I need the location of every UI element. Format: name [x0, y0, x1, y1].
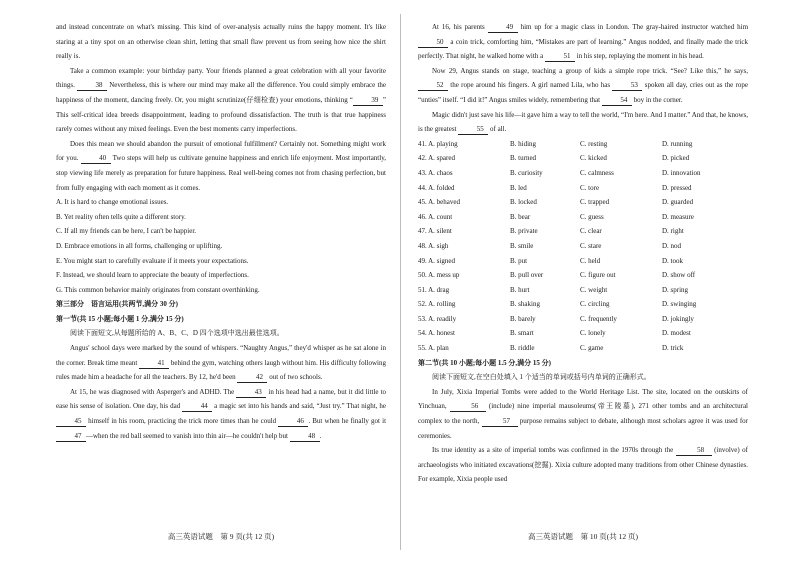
choice-option[interactable]: D. nod — [662, 241, 682, 250]
grammar-paragraph-1: In July, Xixia Imperial Tombs were added to the World Heritage List. The site, located on the outskirts of Yinchuan, 56 (include) nine imperial mausoleums(帝王陵墓), 271 other tombs and an architectural complex to the north, 57 purpose remains subject to debate, although most scholars agree it was used for ceremonies. — [418, 387, 749, 440]
choice-option[interactable]: D. pressed — [662, 183, 692, 192]
option-f: F. Instead, we should learn to appreciate the beauty of imperfections. — [56, 271, 249, 280]
choice-option[interactable]: C. figure out — [580, 271, 616, 280]
choice-option[interactable]: C. trapped — [580, 198, 610, 207]
choice-row — [418, 297, 748, 312]
intro-line: and instead concentrate on what's missing. This kind of over-analysis actually ruins the — [56, 23, 314, 31]
choice-option[interactable]: B. turned — [510, 154, 537, 163]
choice-row — [418, 268, 748, 283]
choice-option-a[interactable]: 41. A. playing — [418, 139, 458, 148]
choice-row — [418, 195, 748, 210]
choice-option-a[interactable]: 55. A. plan — [418, 344, 449, 353]
choice-option[interactable]: B. led — [510, 183, 527, 192]
choice-option[interactable]: D. spring — [662, 285, 689, 294]
choice-option-a[interactable]: 44. A. folded — [418, 183, 455, 192]
blank-39[interactable]: 39 — [353, 95, 383, 106]
blank-44[interactable]: 44 — [182, 401, 212, 412]
choice-option[interactable]: C. kicked — [580, 154, 607, 163]
choice-option-a[interactable]: 48. A. sigh — [418, 241, 449, 250]
subsection-title: 第一节(共 15 小题;每小题 1 分,满分 15 分) — [56, 314, 184, 323]
choice-option-a[interactable]: 46. A. count — [418, 212, 453, 221]
choice-option-a[interactable]: 47. A. silent — [418, 227, 452, 236]
blank-46[interactable]: 46 — [278, 416, 308, 427]
choice-option-a[interactable]: 43. A. chaos — [418, 168, 453, 177]
choice-option-a[interactable]: 52. A. rolling — [418, 300, 456, 309]
choice-option-a[interactable]: 51. A. drag — [418, 285, 450, 294]
choice-option[interactable]: B. pull over — [510, 271, 544, 280]
choice-option-a[interactable]: 50. A. mess up — [418, 271, 460, 280]
choice-row — [418, 224, 748, 239]
subsection2-title: 第二节(共 10 小题;每小题 1.5 分,满分 15 分) — [418, 358, 551, 367]
choice-table — [418, 137, 748, 356]
blank-43[interactable]: 43 — [236, 387, 266, 398]
left-text-block — [56, 20, 386, 443]
blank-49[interactable]: 49 — [488, 22, 518, 33]
page-right — [418, 0, 748, 562]
choice-option[interactable]: B. riddle — [510, 344, 535, 353]
choice-option[interactable]: C. guess — [580, 212, 604, 221]
choice-option[interactable]: B. locked — [510, 198, 537, 207]
choice-option[interactable]: D. picked — [662, 154, 690, 163]
option-d: D. Embrace emotions in all forms, challenging or uplifting. — [56, 241, 223, 250]
page-footer-left: 高三英语试题 第 9 页(共 12 页) — [167, 532, 275, 541]
choice-row — [418, 181, 748, 196]
blank-41[interactable]: 41 — [139, 358, 169, 369]
cloze-paragraph-3: At 16, his parents 49 him up for a magic class in London. The gray-haired instructor watched him 50 a coin trick, comforting him, “Mistakes are part of learning.” Angus nodded, and finally made the trick perfectly. That night, he walked home with a 51 in his step, replaying the moment in his head. — [418, 23, 749, 61]
choice-row — [418, 151, 748, 166]
choice-option[interactable]: C. held — [580, 256, 601, 265]
blank-53[interactable]: 53 — [612, 80, 642, 91]
choice-option[interactable]: D. guarded — [662, 198, 694, 207]
choice-row — [418, 341, 748, 356]
choice-row — [418, 312, 748, 327]
choice-option[interactable]: B. barely — [510, 314, 536, 323]
grammar-paragraph-2: Its true identity as a site of imperial tombs was confirmed in the 1970s through the 58 (involve) of archaeologists who initiated excavations(挖掘). Xixia culture adopted many traditions from other Chinese dynasties. For example, Xixia people used — [418, 446, 748, 484]
choice-option[interactable]: D. trick — [662, 344, 684, 353]
option-c: C. If all my friends can be here, I can't be happier. — [56, 227, 197, 236]
section-title: 第三部分 语言运用(共两节,满分 30 分) — [56, 300, 178, 309]
page-left — [56, 0, 386, 562]
blank-58[interactable]: 58 — [676, 445, 712, 456]
blank-48[interactable]: 48 — [290, 431, 320, 442]
cloze-paragraph-2: At 15, he was diagnosed with Asperger's and ADHD. The 43 in his head had a name, but it did little to ease his sense of isolation. One day, his dad 44 a magic set into his hands and said, “Just try.” That night, he 45 himself in his room, practicing the trick more times than he could 46 . But when he finally got it 47 —when the red ball seemed to vanish into thin air—he couldn't help but 48 . — [56, 387, 387, 440]
intro-line: small flaw prevent us from seeing how nice the shirt really is. — [56, 37, 386, 61]
choice-option[interactable]: D. jokingly — [662, 314, 694, 323]
choice-option[interactable]: B. smile — [510, 241, 534, 250]
choice-row — [418, 254, 748, 269]
choice-option[interactable]: D. took — [662, 256, 683, 265]
choice-option[interactable]: B. shaking — [510, 300, 540, 309]
choice-option[interactable]: D. show off — [662, 271, 696, 280]
blank-40[interactable]: 40 — [81, 153, 111, 164]
intro-paragraph — [56, 20, 386, 64]
intro-line: happy moment. It's like staring at a tiny spot on an otherwise clean shirt, letting that — [56, 23, 387, 46]
paragraph-birthday: Take a common example: your birthday party. Your friends planned a great celebration with all your favorite things. 38 Nevertheless, this is where our mind may make all the difference. You could simply embrace the happiness of the moment, dancing freely. Or, you might scrutinize(仔细检查) your emotions, thinking “ 39 ” This self-critical idea breeds disappointment, leading to profound dissatisfaction. The truth is that true happiness rarely comes without any mixed feelings. Even the best moments carry imperfections. — [56, 66, 386, 134]
choice-option-a[interactable]: 45. A. behaved — [418, 198, 460, 207]
choice-option[interactable]: B. put — [510, 256, 528, 265]
choice-option[interactable]: B. bear — [510, 212, 531, 221]
choice-row — [418, 326, 748, 341]
option-b: B. Yet reality often tells quite a different story. — [56, 212, 186, 221]
choice-option[interactable]: B. curiosity — [510, 168, 543, 177]
choice-row — [418, 239, 748, 254]
choice-option[interactable]: C. clear — [580, 227, 602, 236]
blank-47[interactable]: 47 — [56, 431, 86, 442]
option-g: G. This common behavior mainly originates from constant overthinking. — [56, 285, 260, 294]
option-e: E. You might start to carefully evaluate if it meets your expectations. — [56, 256, 249, 265]
blank-56[interactable]: 56 — [450, 401, 486, 412]
blank-50[interactable]: 50 — [418, 37, 448, 48]
blank-42[interactable]: 42 — [237, 372, 267, 383]
choice-option[interactable]: C. frequently — [580, 314, 617, 323]
choice-option-a[interactable]: 54. A. honest — [418, 329, 455, 338]
choice-option[interactable]: C. tore — [580, 183, 600, 192]
choice-option[interactable]: D. innovation — [662, 168, 701, 177]
blank-45[interactable]: 45 — [56, 416, 86, 427]
choice-option[interactable]: C. lonely — [580, 329, 606, 338]
blank-51[interactable]: 51 — [545, 51, 575, 62]
column-divider — [400, 14, 401, 550]
instruction: 阅读下面短文,从每题所给的 A、B、C、D 四个选项中选出最佳选项。 — [70, 329, 284, 338]
choice-option[interactable]: B. private — [510, 227, 538, 236]
choice-row — [418, 166, 748, 181]
choice-row — [418, 283, 748, 298]
choice-option[interactable]: D. swinging — [662, 300, 697, 309]
choice-option-a[interactable]: 49. A. signed — [418, 256, 455, 265]
choice-row — [418, 210, 748, 225]
instruction2: 阅读下面短文,在空白处填入 1 个适当的单词或括号内单词的正确形式。 — [432, 373, 651, 382]
choice-option-a[interactable]: 42. A. spared — [418, 154, 455, 163]
choice-option[interactable]: D. measure — [662, 212, 694, 221]
blank-52[interactable]: 52 — [418, 80, 448, 91]
cloze-paragraph-4: Now 29, Angus stands on stage, teaching a group of kids a simple rope trick. “See? Like this,” he says, 52 the rope around his fingers. A girl named Lila, who has 53 spoken all day, cries out as the rope “unties” itself. “I did it!” Angus smiles widely, remembering that 54 boy in the corner. — [418, 66, 749, 104]
choice-option[interactable]: D. modest — [662, 329, 691, 338]
choice-option[interactable]: D. running — [662, 139, 693, 148]
choice-option[interactable]: C. circling — [580, 300, 610, 309]
choice-row — [418, 137, 748, 152]
choice-option[interactable]: C. resting — [580, 139, 608, 148]
blank-57[interactable]: 57 — [482, 416, 518, 427]
choice-option[interactable]: B. smart — [510, 329, 534, 338]
cloze-paragraph-5: Magic didn't just save his life—it gave him a way to tell the world, “I'm here. And I matter.” And that, he knows, is the greatest 55 of all. — [418, 110, 748, 134]
choice-option[interactable]: C. stare — [580, 241, 602, 250]
cloze-paragraph-1: Angus' school days were marked by the sound of whispers. “Naughty Angus,” they'd whisper as he sat alone in the corner. Break time meant 41 behind the gym, watching others laugh without him. His difficulty following rules made him a headache for all the teachers. By 12, he'd been 42 out of two schools. — [56, 344, 386, 382]
choice-option-a[interactable]: 53. A. readily — [418, 314, 457, 323]
choice-option[interactable]: D. right — [662, 227, 684, 236]
choice-option[interactable]: C. weight — [580, 285, 608, 294]
right-text-block — [418, 20, 748, 487]
page-footer-right: 高三英语试题 第 10 页(共 12 页) — [528, 532, 638, 541]
blank-38[interactable]: 38 — [77, 80, 107, 91]
choice-option[interactable]: B. hiding — [510, 139, 537, 148]
paragraph-abandon: Does this mean we should abandon the pursuit of emotional fulfillment? Certainly not. Something might work for you. 40 Two steps will help us cultivate genuine happiness and enrich life enjoyment. Most importantly, stop viewing life merely as preparation for future happiness. Real well-being comes not from chasing perfection, but from fully engaging with each moment as it comes. — [56, 139, 386, 192]
choice-option[interactable]: B. hurt — [510, 285, 530, 294]
choice-option[interactable]: C. calmness — [580, 168, 614, 177]
choice-option[interactable]: C. game — [580, 344, 604, 353]
option-a: A. It is hard to change emotional issues. — [56, 198, 169, 207]
blank-55[interactable]: 55 — [458, 124, 488, 135]
blank-54[interactable]: 54 — [602, 95, 632, 106]
